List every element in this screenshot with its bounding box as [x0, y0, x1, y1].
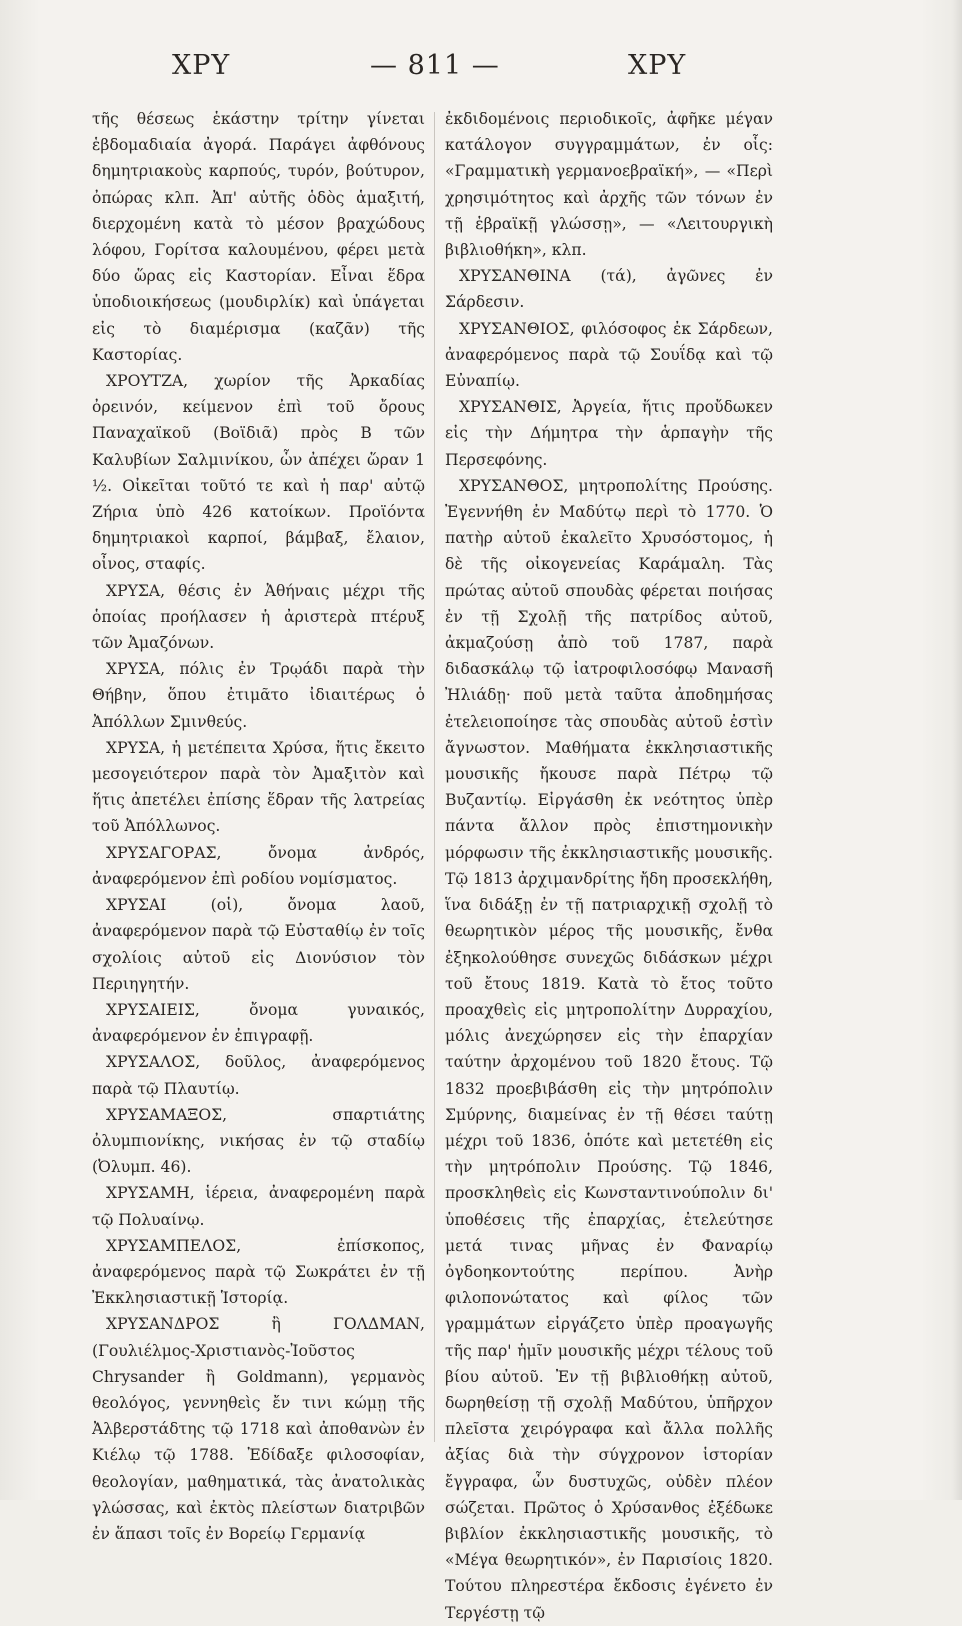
dictionary-entry: ΧΡΥΣΑΜΑΞΟΣ, σπαρτιάτης ὀλυμπιονίκης, νικήσας ἐν τῷ σταδίῳ (Ὀλυμπ. 46). — [92, 1105, 425, 1177]
dictionary-entry: ΧΡΥΣΑΝΘΙΣ, Ἀργεία, ἥτις προὔδωκεν εἰς τὴν Δήμητρα τὴν ἁρπαγὴν τῆς Περσεφόνης. — [445, 398, 773, 469]
dictionary-entry: ΧΡΥΣΑ, πόλις ἐν Τρῳάδι παρὰ τὴν Θήβην, ὅπου ἐτιμᾶτο ἰδιαιτέρως ὁ Ἀπόλλων Σμινθεύς. — [92, 660, 425, 731]
header-left-keyword: ΧΡΥ — [172, 50, 231, 81]
dictionary-entry: ΧΡΥΣΑΝΘΟΣ, μητροπολίτης Προύσης. Ἐγεννήθη ἐν Μαδύτῳ περὶ τὸ 1770. Ὁ πατὴρ αὐτοῦ ἐκαλεῖτο Χρυσόστομος, ἡ δὲ τῆς οἰκογενείας Καράμαλη. Τὰς πρώτας αὐτοῦ σπουδὰς φέρεται ποιήσας ἐν τῇ Σχολῇ τῆς πατρίδος αὐτοῦ, ἀκμαζούσῃ ἀπὸ τοῦ 1787, παρὰ διδασκάλῳ τῷ ἰατροφιλοσόφῳ Μανασῆ Ἠλιάδῃ· ποῦ μετὰ ταῦτα ἀποδημήσας ἐτελειοποίησε τὰς σπουδὰς αὐτοῦ ἐστὶν ἄγνωστον. Μαθήματα ἐκκλησιαστικῆς μουσικῆς ἤκουσε παρὰ Πέτρῳ τῷ Βυζαντίῳ. Εἰργάσθη ἐκ νεότητος ὑπὲρ πάντα ἄλλον πρὸς ἐπιστημονικὴν μόρφωσιν τῆς ἐκκλησιαστικῆς μουσικῆς. Τῷ 1813 ἀρχιμανδρίτης ἤδη προσεκλήθη, ἵνα διδάξῃ ἐν τῇ πατριαρχικῇ σχολῇ τὸ θεωρητικὸν μέρος τῆς μουσικῆς, ἔνθα ἐξηκολούθησε συνεχῶς διδάσκων μέχρι τοῦ ἔτους 1819. Κατὰ τὸ ἔτος τοῦτο προαχθεὶς εἰς μητροπολίτην Δυρραχίου, μόλις ἀνεχώρησεν εἰς τὴν ἐπαρχίαν ταύτην ἀρχομένου τοῦ 1820 ἔτους. Τῷ 1832 προεβιβάσθη εἰς τὴν μητρόπολιν Σμύρνης, διαμείνας ἐν τῇ θέσει ταύτῃ μέχρι τοῦ 1836, ὁπότε καὶ μετετέθη εἰς τὴν μητρόπολιν Προύσης. Τῷ 1846, προσκληθεὶς εἰς Κωνσταντινούπολιν δι' ὑποθέσεις τῆς ἐπαρχίας, ἐτελεύτησε μετά τινας μῆνας ἐν Φαναρίῳ ὀγδοηκοντούτης περίπου. Ἀνὴρ φιλοπονώτατος καὶ φίλος τῶν γραμμάτων εἰργάζετο ὑπὲρ προαγωγῆς τῆς παρ' ἡμῖν μουσικῆς μέχρι τέλους τοῦ βίου αὐτοῦ. Ἐν τῇ βιβλιοθήκῃ αὐτοῦ, δωρηθείσῃ τῇ σχολῇ Μαδύτου, ὑπῆρχον πλεῖστα χειρόγραφα καὶ ἄλλα πολλῆς ἀξίας διὰ τὴν σύγχρονον ἱστορίαν ἔγγραφα, ὧν δυστυχῶς, οὐδὲν πλέον σώζεται. Πρῶτος ὁ Χρύσανθος ἐξέδωκε βιβλίον ἐκκλησιαστικῆς μουσικῆς, τὸ «Μέγα θεωρητικόν», ἐν Παρισίοις 1820. Τούτου πληρεστέρα ἔκδοσις ἐγένετο ἐν Τεργέστῃ τῷ — [445, 476, 773, 1622]
dictionary-entry: ΧΡΥΣΑΜΠΕΛΟΣ, ἐπίσκοπος, ἀναφερόμενος παρὰ τῷ Σωκράτει ἐν τῇ Ἐκκλησιαστικῇ Ἱστορίᾳ. — [92, 1236, 425, 1308]
dictionary-entry: ΧΡΥΣΑΓΟΡΑΣ, ὄνομα ἀνδρός, ἀναφερόμενον ἐπὶ ροδίου νομίσματος. — [92, 843, 425, 888]
scan-edge-shadow — [952, 0, 962, 1500]
dictionary-entry: ΧΡΥΣΑΙ (οἱ), ὄνομα λαοῦ, ἀναφερόμενον παρὰ τῷ Εὐσταθίῳ ἐν τοῖς σχολίοις αὐτοῦ εἰς Διονύσιον τὸν Περιηγητήν. — [92, 896, 425, 993]
dictionary-entry: ΧΡΥΣΑΙΕΙΣ, ὄνομα γυναικός, ἀναφερόμενον ἐν ἐπιγραφῇ. — [92, 1000, 425, 1046]
dictionary-entry: ΧΡΥΣΑΝΘΙΝΑ (τά), ἀγῶνες ἐν Σάρδεσιν. — [445, 267, 773, 312]
entry-continuation: ἐκδιδομένοις περιοδικοῖς, ἀφῆκε μέγαν κατάλογον συγγραμμάτων, ἐν οἷς: «Γραμματικὴ γερμανοεβραϊκή», — «Περὶ χρησιμότητος καὶ ἀρχῆς τῶν τόνων ἐν τῇ ἑβραϊκῇ γλώσσῃ», — «Λειτουργικὴ βιβλιοθήκη», κλπ. — [445, 110, 773, 260]
dictionary-entry: ΧΡΥΣΑ, θέσις ἐν Ἀθήναις μέχρι τῆς ὁποίας προήλασεν ἡ ἀριστερὰ πτέρυξ τῶν Ἀμαζόνων. — [92, 581, 425, 653]
dictionary-entry: ΧΡΥΣΑ, ἡ μετέπειτα Χρύσα, ἥτις ἔκειτο μεσογειότερον παρὰ τὸν Ἀμαξιτὸν καὶ ἥτις ἀπετέλει ἐπίσης ἕδραν τῆς λατρείας τοῦ Ἀπόλλωνος. — [92, 738, 425, 836]
dictionary-entry: ΧΡΥΣΑΛΟΣ, δοῦλος, ἀναφερόμενος παρὰ τῷ Πλαυτίῳ. — [92, 1053, 425, 1098]
dictionary-entry: ΧΡΥΣΑΝΘΙΟΣ, φιλόσοφος ἐκ Σάρδεων, ἀναφερόμενος παρὰ τῷ Σουΐδᾳ καὶ τῷ Εὐναπίῳ. — [445, 319, 773, 391]
right-column — [445, 106, 773, 1626]
dictionary-entry: ΧΡΟΥΤΖΑ, χωρίον τῆς Ἀρκαδίας ὀρεινόν, κείμενον ἐπὶ τοῦ ὄρους Παναχαϊκοῦ (Βοϊδιᾶ) πρὸς Β τῶν Καλυβίων Σαλμινίκου, ὧν ἀπέχει ὥραν 1 ½. Οἰκεῖται τοῦτό τε καὶ ἡ παρ' αὐτῷ Ζήρια ὑπὸ 426 κατοίκων. Προϊόντα δημητριακοὶ καρποί, βάμβαξ, ἔλαιον, οἶνος, σταφίς. — [92, 372, 425, 574]
left-column — [92, 106, 425, 1547]
dictionary-entry: ΧΡΥΣΑΝΔΡΟΣ ἢ ΓΟΛΔΜΑΝ, (Γουλιέλμος-Χριστιανὸς-Ἰοῦστος Chrysander ἢ Goldmann), γερμανὸς θεολόγος, γεννηθεὶς ἔν τινι κώμῃ τῆς Ἀλβερστάδτης τῷ 1718 καὶ ἀποθανὼν ἐν Κιέλῳ τῷ 1788. Ἐδίδαξε φιλοσοφίαν, θεολογίαν, μαθηματικά, τὰς ἀνατολικὰς γλώσσας, καὶ ἐκτὸς πλείστων διατριβῶν ἐν ἅπασι τοῖς ἐν Βορείῳ Γερμανίᾳ — [92, 1315, 425, 1543]
page-number: — 811 — — [370, 50, 500, 81]
column-divider — [434, 112, 435, 1442]
entry-continuation: τῆς θέσεως ἑκάστην τρίτην γίνεται ἑβδομαδιαία ἀγορά. Παράγει ἀφθόνους δημητριακοὺς καρπούς, τυρόν, βούτυρον, ὀπώρας κλπ. Ἀπ' αὐτῆς ὁδὸς ἁμαξιτή, διερχομένη κατὰ τὸ μέσον βραχώδους λόφου, Γορίτσα καλουμένου, φέρει μετὰ δύο ὥρας εἰς Καστορίαν. Εἶναι ἕδρα ὑποδιοικήσεως (μουδιρλίκ) καὶ ὑπάγεται εἰς τὸ διαμέρισμα (καζᾶν) τῆς Καστορίας. — [92, 110, 425, 364]
page-header — [0, 50, 962, 90]
dictionary-entry: ΧΡΥΣΑΜΗ, ἱέρεια, ἀναφερομένη παρὰ τῷ Πολυαίνῳ. — [92, 1184, 425, 1229]
header-right-keyword: ΧΡΥ — [628, 50, 687, 81]
